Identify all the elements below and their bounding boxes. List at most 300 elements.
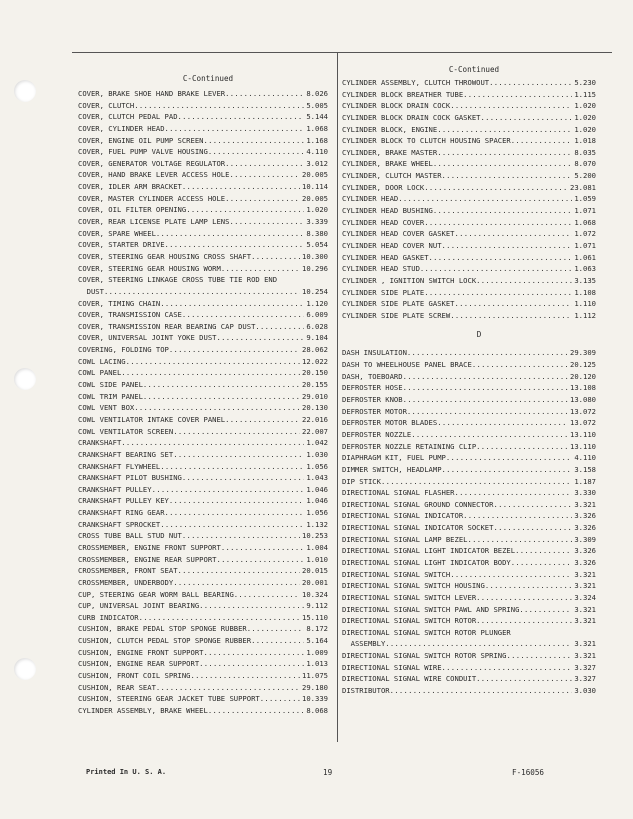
entry-page: 22.016 [302,414,328,424]
dot-leader [121,437,304,449]
index-entry [342,240,596,252]
entry-page: 20.001 [302,577,328,587]
dot-leader [455,228,573,240]
index-entry [342,499,596,511]
index-entry [342,510,596,522]
dot-leader [216,554,304,566]
entry-label: DEFROSTER MOTOR [342,406,407,416]
dot-leader [463,89,572,101]
dot-leader [442,240,573,252]
entry-page: 12.022 [302,356,328,366]
entry-label: COVERING, FOLDING TOP [78,345,169,355]
index-entry [342,228,596,240]
dot-leader [493,499,572,511]
entry-page: 29.180 [302,682,328,692]
dot-leader [199,658,304,670]
entry-label: CYLINDER BLOCK TO CLUTCH HOUSING SPACER [342,136,511,146]
entry-page: 1.061 [574,252,596,262]
index-entry [78,239,328,251]
dot-leader [411,429,568,441]
dot-leader [234,589,300,601]
index-entry [78,100,328,112]
dot-leader [225,193,300,205]
entry-label: DIRECTIONAL SIGNAL SWITCH ROTOR SPRING [342,651,507,661]
dot-leader [390,685,573,697]
dot-leader [476,275,572,287]
entry-label: DIRECTIONAL SIGNAL GROUND CONNECTOR [342,499,494,509]
entry-page: 20.005 [302,193,328,203]
dot-leader [403,382,568,394]
index-entry [342,441,596,453]
index-entry [78,495,328,507]
index-entry [342,394,596,406]
entry-page: 3.339 [306,217,328,227]
dot-leader [173,577,300,589]
index-entry [78,356,328,368]
dot-leader [480,112,572,124]
index-entry [78,367,328,379]
index-entry [342,604,596,616]
dot-leader [251,251,300,263]
entry-label: COVER, FUEL PUMP VALVE HOUSING [78,147,208,157]
entry-label: CUSHION, BRAKE PEDAL STOP SPONGE RUBBER [78,624,247,634]
entry-label: DIRECTIONAL SIGNAL SWITCH LEVER [342,592,477,602]
entry-label: CUSHION, CLUTCH PEDAL STOP SPONGE RUBBER [78,636,252,646]
index-entry [78,693,328,705]
index-entry [78,379,328,391]
entry-page: 8.172 [306,624,328,634]
entry-label: COVER, STEERING LINKAGE CROSS TUBE TIE ROD END [78,275,278,285]
entry-label: CURB INDICATOR [78,612,139,622]
entry-page: 1.056 [306,508,328,518]
dot-leader [429,252,573,264]
index-entry [342,147,596,159]
entry-label: DASH, TOEBOARD [342,371,403,381]
entry-page: 1.020 [574,101,596,111]
footer-printed: Printed In U. S. A. [86,768,167,776]
index-entry [78,414,328,426]
entry-page: 20.155 [302,380,328,390]
entry-label: CYLINDER BLOCK, ENGINE [342,124,438,134]
entry-page: 3.326 [574,546,596,556]
dot-leader [216,332,304,344]
entry-page: 5.164 [306,636,328,646]
entry-page: 3.321 [574,499,596,509]
dot-leader [455,298,573,310]
index-entry [342,193,596,205]
index-entry [78,88,328,100]
dot-leader [143,391,300,403]
entry-label: CYLINDER BLOCK BREATHER TUBE [342,89,464,99]
index-entry [342,287,596,299]
entry-page: 1.108 [574,287,596,297]
index-entry [342,650,596,662]
dot-leader [506,650,572,662]
index-entry [78,123,328,135]
entry-page: 3.330 [574,488,596,498]
dot-leader [489,77,572,89]
entry-page: 1.110 [574,299,596,309]
entry-page: 10.296 [302,263,328,273]
dot-leader [463,510,572,522]
entry-page: 3.321 [574,651,596,661]
index-entry [78,402,328,414]
dot-leader [511,557,573,569]
entry-label: DIMMER SWITCH, HEADLAMP [342,464,442,474]
dot-leader [182,181,300,193]
index-entry [78,472,328,484]
entry-label: CYLINDER , IGNITION SWITCH LOCK [342,275,477,285]
entry-page: 10.114 [302,182,328,192]
dot-leader [260,693,300,705]
dot-leader [160,298,304,310]
dot-leader [173,426,300,438]
dot-leader [156,228,304,240]
entry-label: CRANKSHAFT PULLEY KEY [78,496,169,506]
dot-leader [204,135,305,147]
dot-leader [450,569,572,581]
entry-page: 20.125 [570,360,596,370]
entry-page: 1.013 [306,659,328,669]
dot-leader [424,182,568,194]
index-entry [78,449,328,461]
index-entry [342,347,596,359]
dot-leader [437,124,572,136]
dot-leader [407,347,568,359]
dot-leader [381,476,572,488]
dot-leader [424,217,572,229]
index-entry [78,670,328,682]
index-entry [78,146,328,158]
entry-label: DASH INSULATION [342,348,407,358]
dot-leader [515,545,572,557]
index-entry [342,580,596,592]
entry-page: 15.110 [302,612,328,622]
dot-leader [433,158,572,170]
entry-page: 10.339 [302,694,328,704]
dot-leader [433,205,572,217]
dot-leader [186,204,304,216]
index-entry [78,193,328,205]
dot-leader [476,441,568,453]
index-entry [342,662,596,674]
entry-label: CYLINDER BLOCK DRAIN COCK [342,101,451,111]
index-entry [342,464,596,476]
entry-label: CRANKSHAFT BEARING SET [78,449,174,459]
entry-page: 23.081 [570,182,596,192]
dot-leader [420,263,572,275]
index-entry [78,169,328,181]
entry-page: 3.030 [574,686,596,696]
entry-label: CRANKSHAFT SPROCKET [78,519,161,529]
entry-label: COVER, CLUTCH [78,100,135,110]
entry-label: COVER, ENGINE OIL PUMP SCREEN [78,135,204,145]
left-column [78,66,328,717]
entry-label: DIRECTIONAL SIGNAL SWITCH PAWL AND SPRING [342,604,520,614]
entry-label: CYLINDER ASSEMBLY, BRAKE WHEEL [78,705,208,715]
entry-label: COVER, GENERATOR VOLTAGE REGULATOR [78,158,226,168]
dot-leader [476,615,572,627]
entry-page: 13.110 [570,441,596,451]
index-entry [342,487,596,499]
index-entry [78,542,328,554]
entry-page: 9.112 [306,601,328,611]
index-entry [78,623,328,635]
dot-leader [476,673,572,685]
dot-leader [511,135,573,147]
entry-label: DEFROSTER KNOB [342,395,403,405]
index-entry [342,627,596,639]
index-entry [342,135,596,147]
entry-label: CYLINDER HEAD COVER NUT [342,240,442,250]
dot-leader [165,239,305,251]
index-entry [342,406,596,418]
index-entry [78,647,328,659]
dot-leader [277,274,326,286]
entry-label: DIP STICK [342,476,381,486]
index-entry [342,685,596,697]
entry-label: CRANKSHAFT PILOT BUSHING [78,473,182,483]
entry-page: 1.030 [306,449,328,459]
dot-leader [191,670,301,682]
index-entry [342,252,596,264]
dot-leader [221,542,305,554]
index-entry [78,391,328,403]
dot-leader [407,406,568,418]
index-entry [342,158,596,170]
index-entry [342,298,596,310]
entry-page: 22.007 [302,426,328,436]
entry-label: CYLINDER, DOOR LOCK [342,182,425,192]
entry-page: 3.321 [574,604,596,614]
dot-leader [225,88,304,100]
index-entry [78,321,328,333]
entry-label: CUSHION, REAR SEAT [78,682,156,692]
index-entry [342,100,596,112]
dot-leader [208,146,305,158]
dot-leader [442,464,573,476]
entry-page: 1.068 [306,123,328,133]
entry-label: CYLINDER SIDE PLATE [342,287,425,297]
index-entry [342,89,596,101]
entry-page: 1.168 [306,135,328,145]
entry-label: CUSHION, FRONT COIL SPRING [78,671,191,681]
index-entry [78,158,328,170]
dot-leader [152,484,305,496]
entry-label: DIRECTIONAL SIGNAL INDICATOR SOCKET [342,523,494,533]
entry-page: 1.043 [306,473,328,483]
dot-leader [468,534,573,546]
entry-label: COVER, BRAKE SHOE HAND BRAKE LEVER [78,89,226,98]
index-entry [342,112,596,124]
entry-label: DIRECTIONAL SIGNAL SWITCH [342,569,451,579]
entry-page: 1.020 [306,205,328,215]
entry-label: CROSSMEMBER, UNDERBODY [78,577,174,587]
entry-label: DIRECTIONAL SIGNAL LAMP BEZEL [342,534,468,544]
dot-leader [519,604,572,616]
dot-leader [156,682,300,694]
entry-label: CRANKSHAFT RING GEAR [78,508,165,518]
index-entry [342,77,596,89]
entry-page: 1.071 [574,206,596,216]
entry-label: CYLINDER SIDE PLATE GASKET [342,299,455,309]
index-entry [78,135,328,147]
entry-label: COWL VENT BOX [78,403,135,413]
entry-page: 13.110 [570,429,596,439]
dot-leader [247,623,305,635]
index-entry [342,371,596,383]
index-entry [78,344,328,356]
index-entry [78,635,328,647]
dot-leader [225,158,304,170]
dot-leader [178,565,301,577]
entry-label: DIRECTIONAL SIGNAL SWITCH HOUSING [342,581,485,591]
entry-page [594,627,596,639]
entry-label: CROSSMEMBER, FRONT SEAT [78,566,178,576]
dot-leader [225,414,300,426]
dot-leader [165,507,305,519]
punch-hole-top [14,80,36,102]
index-entry [342,534,596,546]
dot-leader [403,394,568,406]
entry-page: 1.046 [306,484,328,494]
entry-label: CUP, STEERING GEAR WORM BALL BEARING [78,589,234,599]
entry-label: COVER, STEERING GEAR HOUSING CROSS SHAFT [78,251,252,261]
entry-page: 8.070 [574,159,596,169]
entry-page: 1.072 [574,229,596,239]
entry-label: CYLINDER HEAD STUD [342,264,420,274]
entry-label: COWL TRIM PANEL [78,391,143,401]
entry-page: 8.068 [306,705,328,715]
entry-page: 10.324 [302,589,328,599]
entry-label: COVER, REAR LICENSE PLATE LAMP LENS [78,217,230,227]
entry-label: DISTRIBUTOR [342,686,390,696]
index-entry [342,417,596,429]
entry-page: 8.035 [574,147,596,157]
dot-leader [485,580,573,592]
dot-leader [251,635,304,647]
entry-label: DIRECTIONAL SIGNAL LIGHT INDICATOR BODY [342,557,511,567]
entry-label: DIRECTIONAL SIGNAL LIGHT INDICATOR BEZEL [342,546,516,556]
entry-label: COVER, HAND BRAKE LEVER ACCESS HOLE [78,170,230,180]
right-entries-c-list [342,77,596,321]
index-entry [342,310,596,322]
entry-page: 13.080 [570,395,596,405]
entry-label: CYLINDER HEAD [342,194,399,204]
entry-label: CYLINDER, BRAKE WHEEL [342,159,433,169]
index-entry [342,615,596,627]
dot-leader [442,662,573,674]
entry-page: 3.309 [574,534,596,544]
dot-leader [255,321,304,333]
left-column-heading: C-Continued [182,74,234,83]
entry-label: COVER, UNIVERSAL JOINT YOKE DUST [78,333,217,343]
index-entry [78,600,328,612]
entry-label: DEFROSTER MOTOR BLADES [342,418,438,428]
index-entry [342,170,596,182]
dot-leader [134,402,300,414]
index-entry [78,507,328,519]
entry-label: DIRECTIONAL SIGNAL FLASHER [342,488,455,498]
entry-label: COVER, TRANSMISSION REAR BEARING CAP DUST [78,321,256,331]
entry-page: 1.018 [574,136,596,146]
entry-label: COVER, CYLINDER HEAD [78,123,165,133]
entry-page: 1.056 [306,461,328,471]
index-entry [78,658,328,670]
index-entry [78,286,328,298]
entry-page: 20.130 [302,403,328,413]
entry-label: COVER, OIL FILTER OPENING [78,205,187,215]
index-entry [78,554,328,566]
entry-page: 1.059 [574,194,596,204]
dot-leader [424,287,572,299]
dot-leader [169,344,300,356]
entry-label: CROSSMEMBER, ENGINE FRONT SUPPORT [78,542,221,552]
entry-page: 20.005 [302,170,328,180]
index-entry [78,589,328,601]
entry-label: COWL LACING [78,356,126,366]
index-entry [342,275,596,287]
entry-page: 20.150 [302,368,328,378]
entry-label: COVER, SPARE WHEEL [78,228,156,238]
entry-page: 11.075 [302,671,328,681]
entry-page: 1.042 [306,438,328,448]
entry-page: 3.326 [574,523,596,533]
entry-page: 5.230 [574,78,596,87]
index-entry [78,309,328,321]
index-entry [342,124,596,136]
entry-label: CYLINDER HEAD COVER [342,217,425,227]
entry-page: 29.010 [302,391,328,401]
dot-leader [143,379,300,391]
dot-leader [204,647,305,659]
dot-leader [173,449,304,461]
entry-label: DIRECTIONAL SIGNAL WIRE [342,662,442,672]
entry-page: 3.321 [574,639,596,649]
dot-leader [104,286,300,298]
entry-label: DIRECTIONAL SIGNAL SWITCH ROTOR [342,616,477,626]
entry-label: COWL VENTILATOR INTAKE COVER PANEL [78,414,226,424]
dot-leader [221,263,300,275]
entry-page: 1.112 [574,310,596,320]
entry-page: 3.326 [574,511,596,521]
dot-leader [446,452,573,464]
entry-label: DIRECTIONAL SIGNAL SWITCH ROTOR PLUNGER [342,627,511,637]
dot-leader [126,356,300,368]
entry-label: CYLINDER HEAD COVER GASKET [342,229,455,239]
right-column-heading: C-Continued [448,65,500,74]
entry-page: 6.009 [306,310,328,320]
entry-label: CUSHION, ENGINE REAR SUPPORT [78,659,200,669]
entry-label: COVER, MASTER CYLINDER ACCESS HOLE [78,193,226,203]
entry-label: CRANKSHAFT FLYWHEEL [78,461,161,471]
top-rule [72,52,612,53]
right-column [342,66,596,697]
entry-page: 1.068 [574,217,596,227]
entry-label: CROSS TUBE BALL STUD NUT [78,531,182,541]
entry-label: ASSEMBLY [342,639,386,649]
entry-page: 3.012 [306,158,328,168]
dot-leader [182,309,305,321]
dot-leader [385,638,572,650]
entry-page: 28.062 [302,345,328,355]
entry-page: 1.187 [574,476,596,486]
entry-page: 5.200 [574,171,596,181]
index-entry [342,557,596,569]
index-entry [78,519,328,531]
entry-page: 20.120 [570,371,596,381]
index-entry [78,204,328,216]
